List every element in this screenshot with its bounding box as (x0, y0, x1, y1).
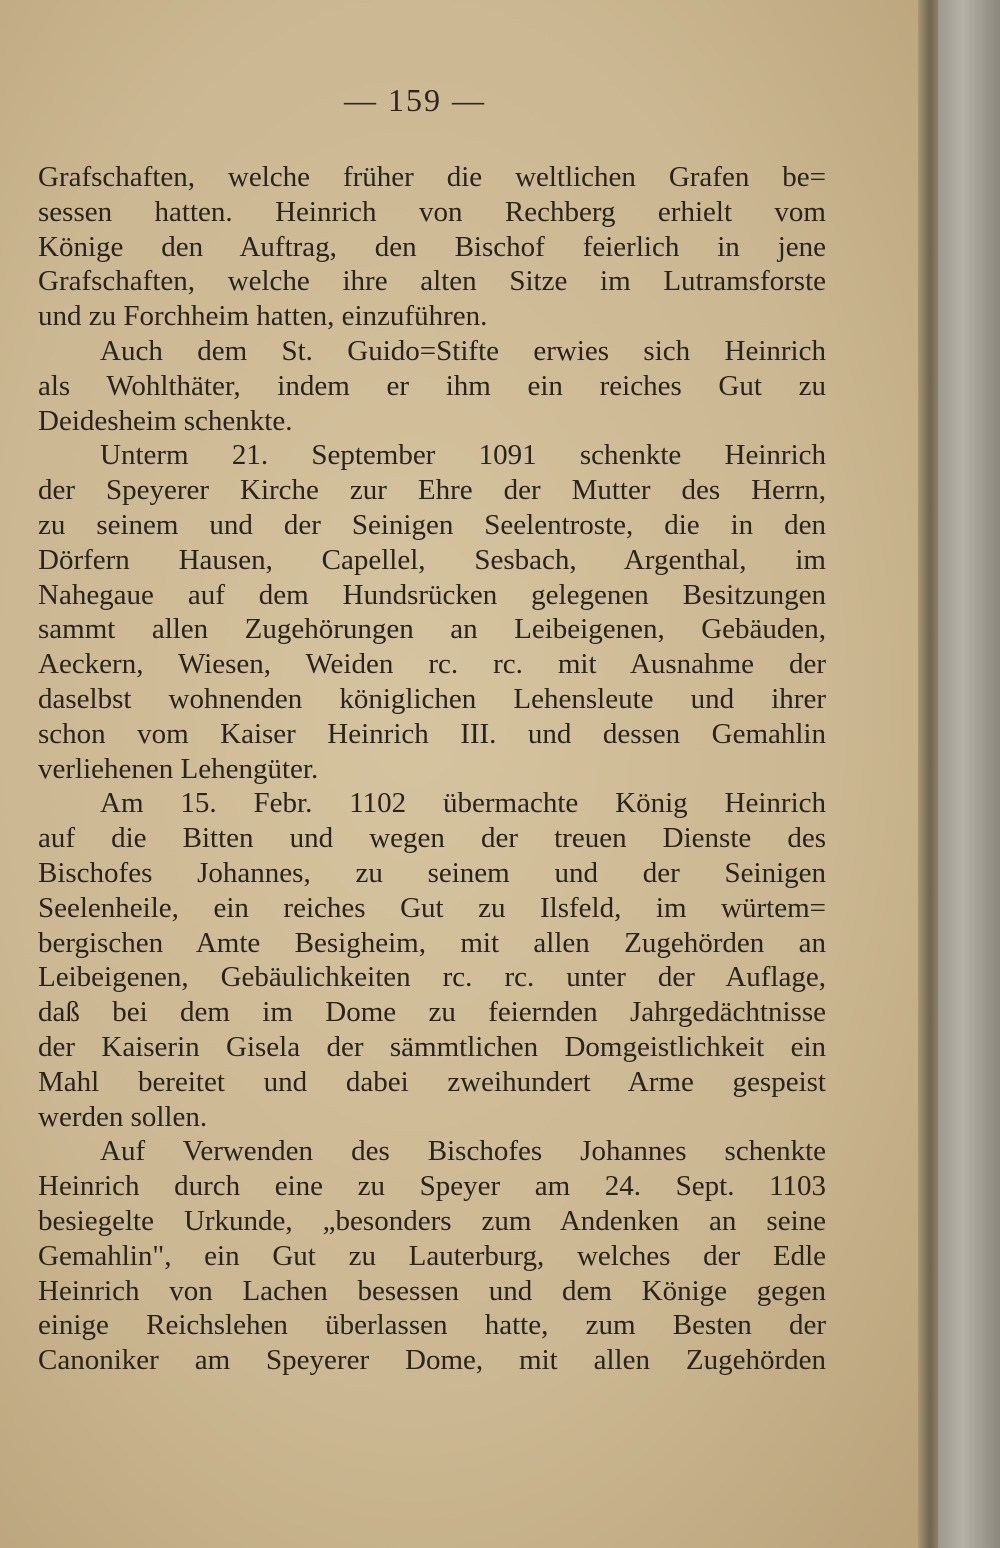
text-line: Nahegaue auf dem Hundsrücken gelegenen Besitzungen (38, 578, 826, 611)
text-line: als Wohlthäter, indem er ihm ein reiches Gut zu (38, 369, 826, 402)
text-line: der Speyerer Kirche zur Ehre der Mutter des Herrn, (38, 474, 826, 507)
text-line: daselbst wohnenden königlichen Lehensleute und ihrer (38, 682, 826, 715)
book-block-edge (938, 0, 1000, 1548)
text-line: Könige den Auftrag, den Bischof feierlich in jene (38, 230, 826, 263)
text-line: Leibeigenen, Gebäulichkeiten rc. rc. unter der Auflage, (38, 961, 826, 994)
text-line: Deidesheim schenkte. (38, 404, 293, 437)
text-line: sammt allen Zugehörungen an Leibeigenen, Gebäuden, (38, 613, 826, 646)
text-line: zu seinem und der Seinigen Seelentroste, die in den (38, 508, 826, 541)
text-line: der Kaiserin Gisela der sämmtlichen Domgeistlichkeit ein (38, 1030, 826, 1063)
text-line: Unterm 21. September 1091 schenkte Heinrich (100, 439, 826, 472)
text-line: Aeckern, Wiesen, Weiden rc. rc. mit Ausnahme der (38, 648, 826, 681)
text-line: Grafschaften, welche ihre alten Sitze im Lutramsforste (38, 265, 826, 298)
text-line: werden sollen. (38, 1100, 208, 1133)
text-line: Grafschaften, welche früher die weltlichen Grafen be= (38, 161, 826, 193)
text-line: auf die Bitten und wegen der treuen Dienste des (38, 822, 826, 855)
text-line: Dörfern Hausen, Capellel, Sesbach, Argenthal, im (38, 543, 826, 576)
text-line: Am 15. Febr. 1102 übermachte König Heinrich (100, 787, 826, 820)
text-line: Heinrich von Lachen besessen und dem Könige gegen (38, 1274, 826, 1307)
text-line: Seelenheile, ein reiches Gut zu Ilsfeld, im würtem= (38, 891, 826, 924)
text-line: bergischen Amte Besigheim, mit allen Zugehörden an (38, 926, 826, 959)
body-text (38, 160, 826, 1378)
text-line: Mahl bereitet und dabei zweihundert Arme gespeist (38, 1065, 826, 1098)
text-line: Auch dem St. Guido=Stifte erwies sich Heinrich (100, 334, 826, 367)
text-line: schon vom Kaiser Heinrich III. und dessen Gemahlin (38, 717, 826, 750)
text-line: besiegelte Urkunde, „besonders zum Andenken an seine (38, 1204, 826, 1237)
text-line: Heinrich durch eine zu Speyer am 24. Sept. 1103 (38, 1170, 826, 1203)
text-line: daß bei dem im Dome zu feiernden Jahrgedächtnisse (38, 996, 826, 1029)
page-edge (918, 0, 938, 1548)
text-line: Auf Verwenden des Bischofes Johannes schenkte (100, 1135, 826, 1168)
text-line: und zu Forchheim hatten, einzuführen. (38, 300, 488, 333)
text-line: sessen hatten. Heinrich von Rechberg erhielt vom (38, 195, 826, 228)
page-number: — 159 — (344, 82, 486, 118)
text-line: verliehenen Lehengüter. (38, 752, 319, 785)
text-line: Bischofes Johannes, zu seinem und der Seinigen (38, 856, 826, 889)
text-line: Canoniker am Speyerer Dome, mit allen Zugehörden (38, 1344, 826, 1377)
text-line: Gemahlin", ein Gut zu Lauterburg, welches der Edle (38, 1239, 826, 1272)
text-line: einige Reichslehen überlassen hatte, zum Besten der (38, 1309, 826, 1342)
